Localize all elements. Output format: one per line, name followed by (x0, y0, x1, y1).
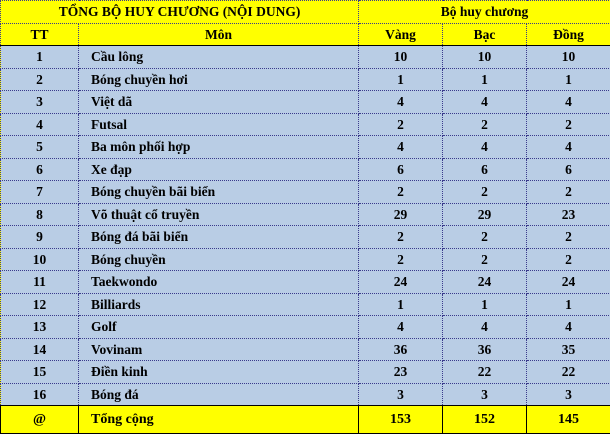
row-bronze: 1 (527, 68, 610, 91)
row-silver: 29 (443, 203, 527, 226)
row-gold: 4 (359, 91, 443, 114)
row-sport: Võ thuật cổ truyền (79, 203, 359, 226)
row-index: 11 (1, 271, 79, 294)
row-silver: 36 (443, 338, 527, 361)
column-header-tt: TT (1, 23, 79, 46)
row-sport: Cầu lông (79, 46, 359, 69)
row-sport: Futsal (79, 113, 359, 136)
row-index: 1 (1, 46, 79, 69)
table-row (1, 293, 610, 316)
row-gold: 2 (359, 226, 443, 249)
row-bronze: 2 (527, 226, 610, 249)
table-row (1, 181, 610, 204)
row-sport: Bóng đá (79, 383, 359, 406)
row-sport: Ba môn phối hợp (79, 136, 359, 159)
row-bronze: 3 (527, 383, 610, 406)
column-header-gold: Vàng (359, 23, 443, 46)
row-silver: 3 (443, 383, 527, 406)
total-marker: @ (1, 406, 79, 434)
table-row (1, 226, 610, 249)
row-index: 16 (1, 383, 79, 406)
total-row (1, 406, 610, 434)
row-bronze: 2 (527, 248, 610, 271)
total-label: Tổng cộng (79, 406, 359, 434)
row-gold: 29 (359, 203, 443, 226)
table-row (1, 248, 610, 271)
row-bronze: 24 (527, 271, 610, 294)
total-bronze: 145 (527, 406, 610, 434)
row-index: 3 (1, 91, 79, 114)
table-row (1, 383, 610, 406)
table-row (1, 361, 610, 384)
row-sport: Golf (79, 316, 359, 339)
table-row (1, 271, 610, 294)
row-sport: Bóng chuyền bãi biển (79, 181, 359, 204)
row-index: 8 (1, 203, 79, 226)
column-header-bronze: Đồng (527, 23, 610, 46)
row-silver: 2 (443, 113, 527, 136)
column-header-silver: Bạc (443, 23, 527, 46)
row-sport: Điền kinh (79, 361, 359, 384)
table-row (1, 136, 610, 159)
row-sport: Billiards (79, 293, 359, 316)
total-gold: 153 (359, 406, 443, 434)
row-index: 15 (1, 361, 79, 384)
row-silver: 22 (443, 361, 527, 384)
row-silver: 2 (443, 181, 527, 204)
row-sport: Bóng chuyền hơi (79, 68, 359, 91)
page-title: TỔNG BỘ HUY CHƯƠNG (NỘI DUNG) (1, 1, 359, 24)
row-bronze: 4 (527, 316, 610, 339)
row-bronze: 10 (527, 46, 610, 69)
row-gold: 2 (359, 248, 443, 271)
table-title-row (1, 1, 610, 24)
row-sport: Taekwondo (79, 271, 359, 294)
table-row (1, 338, 610, 361)
row-index: 13 (1, 316, 79, 339)
row-index: 7 (1, 181, 79, 204)
table-row (1, 91, 610, 114)
row-index: 6 (1, 158, 79, 181)
row-bronze: 4 (527, 91, 610, 114)
row-silver: 6 (443, 158, 527, 181)
row-bronze: 23 (527, 203, 610, 226)
row-gold: 23 (359, 361, 443, 384)
row-sport: Bóng chuyền (79, 248, 359, 271)
row-silver: 2 (443, 248, 527, 271)
row-gold: 1 (359, 68, 443, 91)
row-index: 9 (1, 226, 79, 249)
row-gold: 3 (359, 383, 443, 406)
row-silver: 4 (443, 316, 527, 339)
row-gold: 4 (359, 136, 443, 159)
row-silver: 24 (443, 271, 527, 294)
row-index: 12 (1, 293, 79, 316)
row-sport: Bóng đá bãi biển (79, 226, 359, 249)
row-silver: 10 (443, 46, 527, 69)
row-gold: 6 (359, 158, 443, 181)
row-sport: Xe đạp (79, 158, 359, 181)
row-silver: 2 (443, 226, 527, 249)
row-index: 5 (1, 136, 79, 159)
row-sport: Vovinam (79, 338, 359, 361)
row-silver: 1 (443, 293, 527, 316)
row-index: 14 (1, 338, 79, 361)
row-bronze: 35 (527, 338, 610, 361)
row-gold: 1 (359, 293, 443, 316)
table-header-row (1, 23, 610, 46)
total-silver: 152 (443, 406, 527, 434)
table-row (1, 113, 610, 136)
table-row (1, 68, 610, 91)
row-gold: 24 (359, 271, 443, 294)
row-bronze: 4 (527, 136, 610, 159)
row-bronze: 2 (527, 181, 610, 204)
table-row (1, 46, 610, 69)
column-header-sport: Môn (79, 23, 359, 46)
medal-group-title: Bộ huy chương (359, 1, 610, 24)
row-gold: 2 (359, 113, 443, 136)
row-silver: 4 (443, 136, 527, 159)
row-bronze: 1 (527, 293, 610, 316)
row-silver: 4 (443, 91, 527, 114)
row-gold: 36 (359, 338, 443, 361)
row-bronze: 2 (527, 113, 610, 136)
row-bronze: 22 (527, 361, 610, 384)
row-gold: 4 (359, 316, 443, 339)
row-index: 2 (1, 68, 79, 91)
row-gold: 2 (359, 181, 443, 204)
row-index: 4 (1, 113, 79, 136)
table-row (1, 316, 610, 339)
row-index: 10 (1, 248, 79, 271)
table-row (1, 158, 610, 181)
row-sport: Việt dã (79, 91, 359, 114)
table-row (1, 203, 610, 226)
row-silver: 1 (443, 68, 527, 91)
row-gold: 10 (359, 46, 443, 69)
row-bronze: 6 (527, 158, 610, 181)
